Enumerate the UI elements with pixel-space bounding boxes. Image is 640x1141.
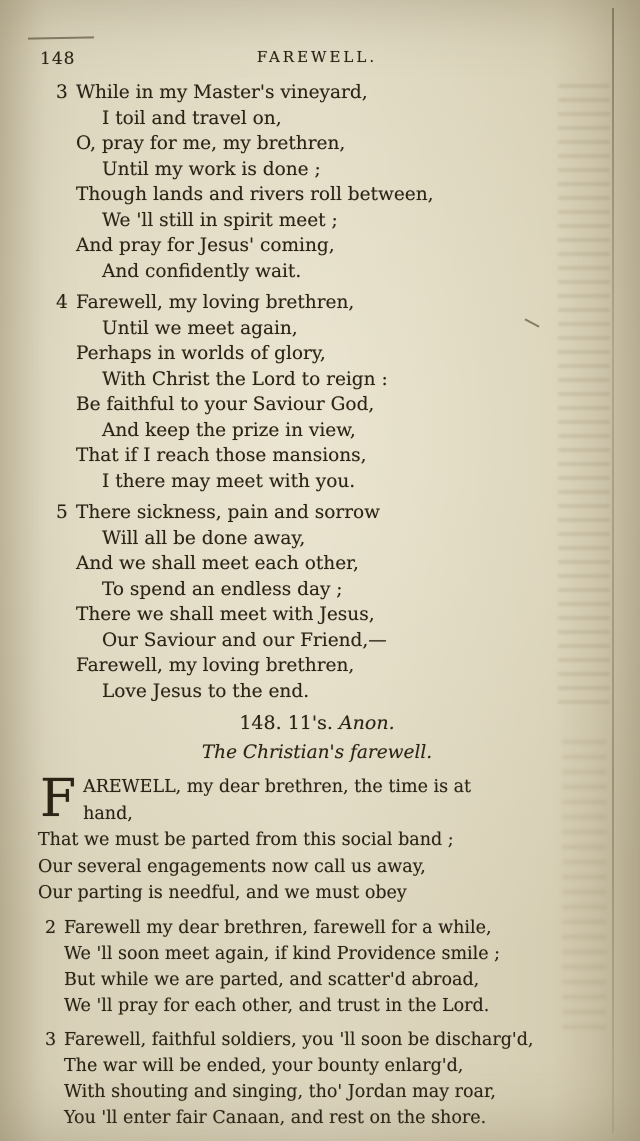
verse-line: Farewell, my loving brethren,: [76, 292, 355, 313]
stanza-number: 3: [45, 1029, 57, 1050]
verse-line: We 'll still in spirit meet ;: [102, 209, 338, 231]
verse-line: Though lands and rivers roll between,: [76, 184, 434, 205]
verse-line: O, pray for me, my brethren,: [76, 133, 346, 154]
stanza-line: Farewell my dear brethren, farewell for a while,: [64, 917, 492, 938]
verse-number: 5: [56, 502, 68, 523]
page-number: 148: [40, 49, 76, 69]
verse-line: Will all be done away,: [102, 527, 306, 549]
verse-line: With Christ the Lord to reign :: [102, 368, 388, 390]
verse-line: Love Jesus to the end.: [102, 680, 310, 702]
hymn-subtitle: The Christian's farewell.: [201, 742, 433, 763]
hymn-number: 148.: [239, 712, 282, 734]
hymn-148-stanzas: [38, 769, 596, 1131]
stanza-line: With shouting and singing, tho' Jordan may roar,: [64, 1081, 496, 1102]
verse-line: To spend an endless day ;: [102, 578, 343, 600]
stanza-line: We 'll pray for each other, and trust in the Lord.: [64, 995, 490, 1016]
hymn-heading: [38, 710, 596, 736]
stanza-line: AREWELL, my dear brethren, the time is at: [83, 777, 472, 797]
verse-line: Perhaps in worlds of glory,: [76, 343, 326, 364]
stanza-line: But while we are parted, and scatter'd abroad,: [64, 969, 480, 990]
verse-line: Be faithful to your Saviour God,: [76, 394, 375, 415]
verse-number: 3: [56, 82, 68, 103]
verse-line: I toil and travel on,: [102, 107, 282, 129]
stanza-line: Our several engagements now call us away,: [38, 856, 426, 877]
stanza-line: We 'll soon meet again, if kind Providence smile ;: [64, 943, 501, 964]
verse-line: Until we meet again,: [102, 317, 298, 339]
verse-4: [48, 290, 596, 494]
dropcap-letter: F: [40, 769, 77, 829]
page-edge-rule: [612, 8, 614, 1133]
stanza-1: [38, 769, 596, 907]
verse-line: That if I reach those mansions,: [76, 445, 367, 466]
stanza-line: The war will be ended, your bounty enlarg'd,: [64, 1055, 464, 1076]
verse-line: Farewell, my loving brethren,: [76, 655, 355, 676]
verse-number: 4: [56, 292, 68, 313]
stanza-line: Our parting is needful, and we must obey: [38, 883, 407, 903]
verse-line: There sickness, pain and sorrow: [76, 502, 381, 523]
verse-line: While in my Master's vineyard,: [76, 82, 368, 103]
stanza-line: hand,: [83, 803, 133, 824]
verse-line: Until my work is done ;: [102, 158, 321, 180]
stanza-2: [38, 915, 596, 1019]
stanza-3: [38, 1027, 596, 1131]
page-header: [38, 48, 596, 70]
stanza-line: That we must be parted from this social band ;: [38, 830, 454, 850]
verse-line: And pray for Jesus' coming,: [76, 235, 335, 256]
verse-line: And keep the prize in view,: [102, 419, 356, 441]
hymn-author: Anon.: [338, 712, 395, 734]
verse-5: [48, 500, 596, 704]
stanza-number: 2: [45, 917, 57, 938]
running-title: FAREWELL.: [256, 48, 378, 66]
verse-3: [48, 80, 596, 284]
verse-line: I there may meet with you.: [102, 470, 356, 492]
verse-line: And confidently wait.: [102, 260, 302, 282]
verse-line: And we shall meet each other,: [76, 553, 359, 574]
stanza-line: You 'll enter fair Canaan, and rest on the shore.: [64, 1107, 487, 1128]
hymn-meter: 11's.: [287, 712, 333, 734]
stanza-line: Farewell, faithful soldiers, you 'll soon be discharg'd,: [64, 1029, 534, 1050]
verse-line: There we shall meet with Jesus,: [76, 604, 375, 625]
hymn-147-verses: [38, 80, 596, 704]
scan-artifact-top-line: [28, 36, 94, 39]
verse-line: Our Saviour and our Friend,—: [102, 629, 387, 651]
